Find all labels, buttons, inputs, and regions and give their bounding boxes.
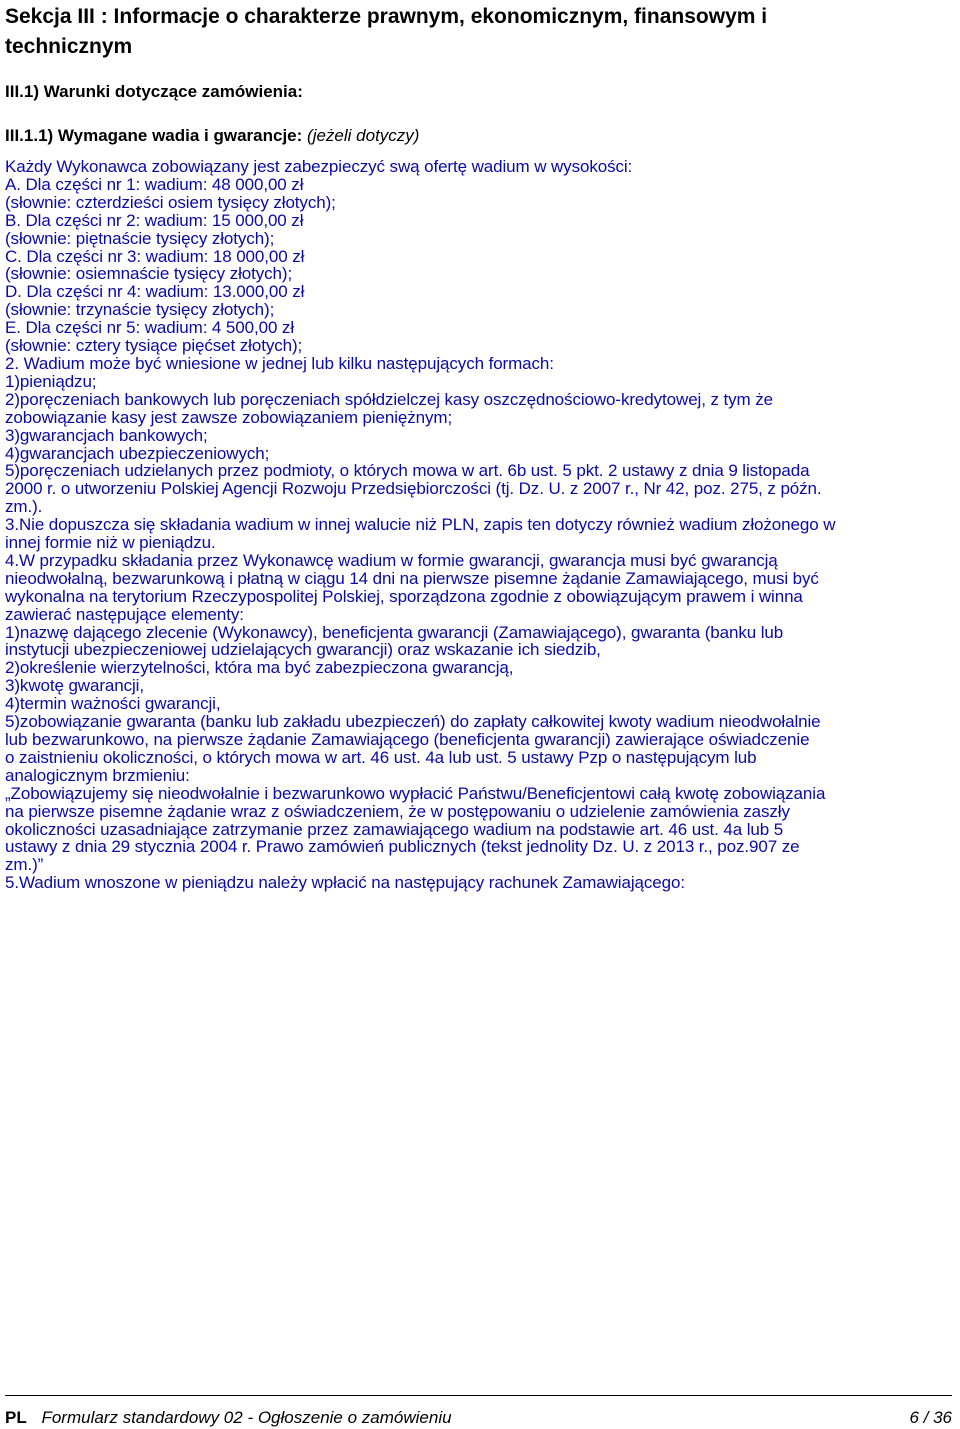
body-line: 2000 r. o utworzeniu Polskiej Agencji Rozwoju Przedsiębiorczości (tj. Dz. U. z 2007 r., Nr 42, poz. 275, z późn. bbox=[5, 479, 822, 499]
body-line: B. Dla części nr 2: wadium: 15 000,00 zł bbox=[5, 210, 304, 230]
body-line: nieodwołalną, bezwarunkową i płatną w ciągu 14 dni na pierwsze pisemne żądanie Zamawiającego, musi być bbox=[5, 568, 819, 588]
body-line: 2)poręczeniach bankowych lub poręczeniach spółdzielczej kasy oszczędnościowo-kredytowej, z tym że bbox=[5, 389, 773, 409]
guarantees-body bbox=[5, 158, 952, 892]
body-line: 2. Wadium może być wniesione w jednej lub kilku następujących formach: bbox=[5, 353, 554, 373]
guarantees-heading bbox=[5, 124, 952, 148]
body-line: na pierwsze pisemne żądanie wraz z oświadczeniem, że w postępowaniu o udzielenie zamówienia zaszły bbox=[5, 801, 790, 821]
section-title bbox=[5, 0, 952, 62]
body-line: o zaistnieniu okoliczności, o których mowa w art. 46 ust. 4a lub ust. 5 ustawy Pzp o następującym lub bbox=[5, 747, 757, 767]
body-line: 5.Wadium wnoszone w pieniądzu należy wpłacić na następujący rachunek Zamawiającego: bbox=[5, 873, 685, 893]
section-title-line: technicznym bbox=[5, 35, 133, 58]
body-line: instytucji ubezpieczeniowej udzielających gwarancji) oraz wskazanie ich siedzib, bbox=[5, 640, 601, 660]
body-line: A. Dla części nr 1: wadium: 48 000,00 zł bbox=[5, 174, 304, 194]
body-line: 2)określenie wierzytelności, która ma być zabezpieczona gwarancją, bbox=[5, 658, 514, 678]
body-line: E. Dla części nr 5: wadium: 4 500,00 zł bbox=[5, 318, 295, 338]
body-line: zawierać następujące elementy: bbox=[5, 604, 244, 624]
guarantees-heading-note: (jeżeli dotyczy) bbox=[307, 126, 420, 145]
footer-label bbox=[5, 1408, 452, 1428]
body-line: (słownie: trzynaście tysięcy złotych); bbox=[5, 300, 275, 320]
body-line: okoliczności uzasadniające zatrzymanie przez zamawiającego wadium na podstawie art. 46 ust. 4a lub 5 bbox=[5, 819, 784, 839]
body-line: 4)gwarancjach ubezpieczeniowych; bbox=[5, 443, 270, 463]
body-line: 4)termin ważności gwarancji, bbox=[5, 694, 221, 714]
body-line: (słownie: osiemnaście tysięcy złotych); bbox=[5, 264, 293, 284]
body-line: 4.W przypadku składania przez Wykonawcę wadium w formie gwarancji, gwarancja musi być gwarancją bbox=[5, 550, 778, 570]
document-page bbox=[5, 0, 952, 892]
body-line: zobowiązanie kasy jest zawsze zobowiązaniem pieniężnym; bbox=[5, 407, 453, 427]
footer-page-number: 6 / 36 bbox=[909, 1408, 952, 1427]
body-line: 1)pieniądzu; bbox=[5, 371, 97, 391]
body-line: innej formie niż w pieniądzu. bbox=[5, 533, 216, 553]
body-line: zm.). bbox=[5, 497, 43, 517]
body-line: 5)zobowiązanie gwaranta (banku lub zakładu ubezpieczeń) do zapłaty całkowitej kwoty wadium nieodwołalnie bbox=[5, 712, 821, 732]
body-line: (słownie: czterdzieści osiem tysięcy złotych); bbox=[5, 192, 336, 212]
body-line: analogicznym brzmieniu: bbox=[5, 765, 190, 785]
body-line: (słownie: cztery tysiące pięćset złotych); bbox=[5, 336, 303, 356]
footer-lang: PL bbox=[5, 1408, 27, 1427]
body-line: 5)poręczeniach udzielanych przez podmioty, o których mowa w art. 6b ust. 5 pkt. 2 ustawy z dnia 9 listopada bbox=[5, 461, 810, 481]
body-line: D. Dla części nr 4: wadium: 13.000,00 zł bbox=[5, 282, 305, 302]
body-line: C. Dla części nr 3: wadium: 18 000,00 zł bbox=[5, 246, 305, 266]
body-line: wykonalna na terytorium Rzeczypospolitej Polskiej, sporządzona zgodnie z obowiązującym prawem i winna bbox=[5, 586, 803, 606]
section-title-line: Sekcja III : Informacje o charakterze prawnym, ekonomicznym, finansowym i bbox=[5, 5, 768, 28]
body-line: 1)nazwę dającego zlecenie (Wykonawcy), beneficjenta gwarancji (Zamawiającego), gwaranta (banku lub bbox=[5, 622, 784, 642]
footer-form-name: Formularz standardowy 02 - Ogłoszenie o zamówieniu bbox=[41, 1408, 452, 1427]
body-line: 3.Nie dopuszcza się składania wadium w innej walucie niż PLN, zapis ten dotyczy również wadium złożonego w bbox=[5, 515, 836, 535]
subsection-heading: III.1) Warunki dotyczące zamówienia: bbox=[5, 82, 303, 101]
body-line: 3)kwotę gwarancji, bbox=[5, 676, 144, 696]
body-line: ustawy z dnia 29 stycznia 2004 r. Prawo zamówień publicznych (tekst jednolity Dz. U. z 2013 r., poz.907 ze bbox=[5, 837, 800, 857]
body-line: lub bezwarunkowo, na pierwsze żądanie Zamawiającego (beneficjenta gwarancji) zawierające oświadczenie bbox=[5, 730, 810, 749]
body-line: (słownie: piętnaście tysięcy złotych); bbox=[5, 228, 275, 248]
guarantees-heading-text: III.1.1) Wymagane wadia i gwarancje: bbox=[5, 126, 303, 145]
body-line: 3)gwarancjach bankowych; bbox=[5, 425, 208, 445]
page-footer bbox=[5, 1395, 952, 1429]
body-line: zm.)” bbox=[5, 855, 44, 875]
body-line: Każdy Wykonawca zobowiązany jest zabezpieczyć swą ofertę wadium w wysokości: bbox=[5, 157, 633, 176]
body-line: „Zobowiązujemy się nieodwołalnie i bezwarunkowo wypłacić Państwu/Beneficjentowi całą kwotę zobowiązania bbox=[5, 783, 826, 803]
